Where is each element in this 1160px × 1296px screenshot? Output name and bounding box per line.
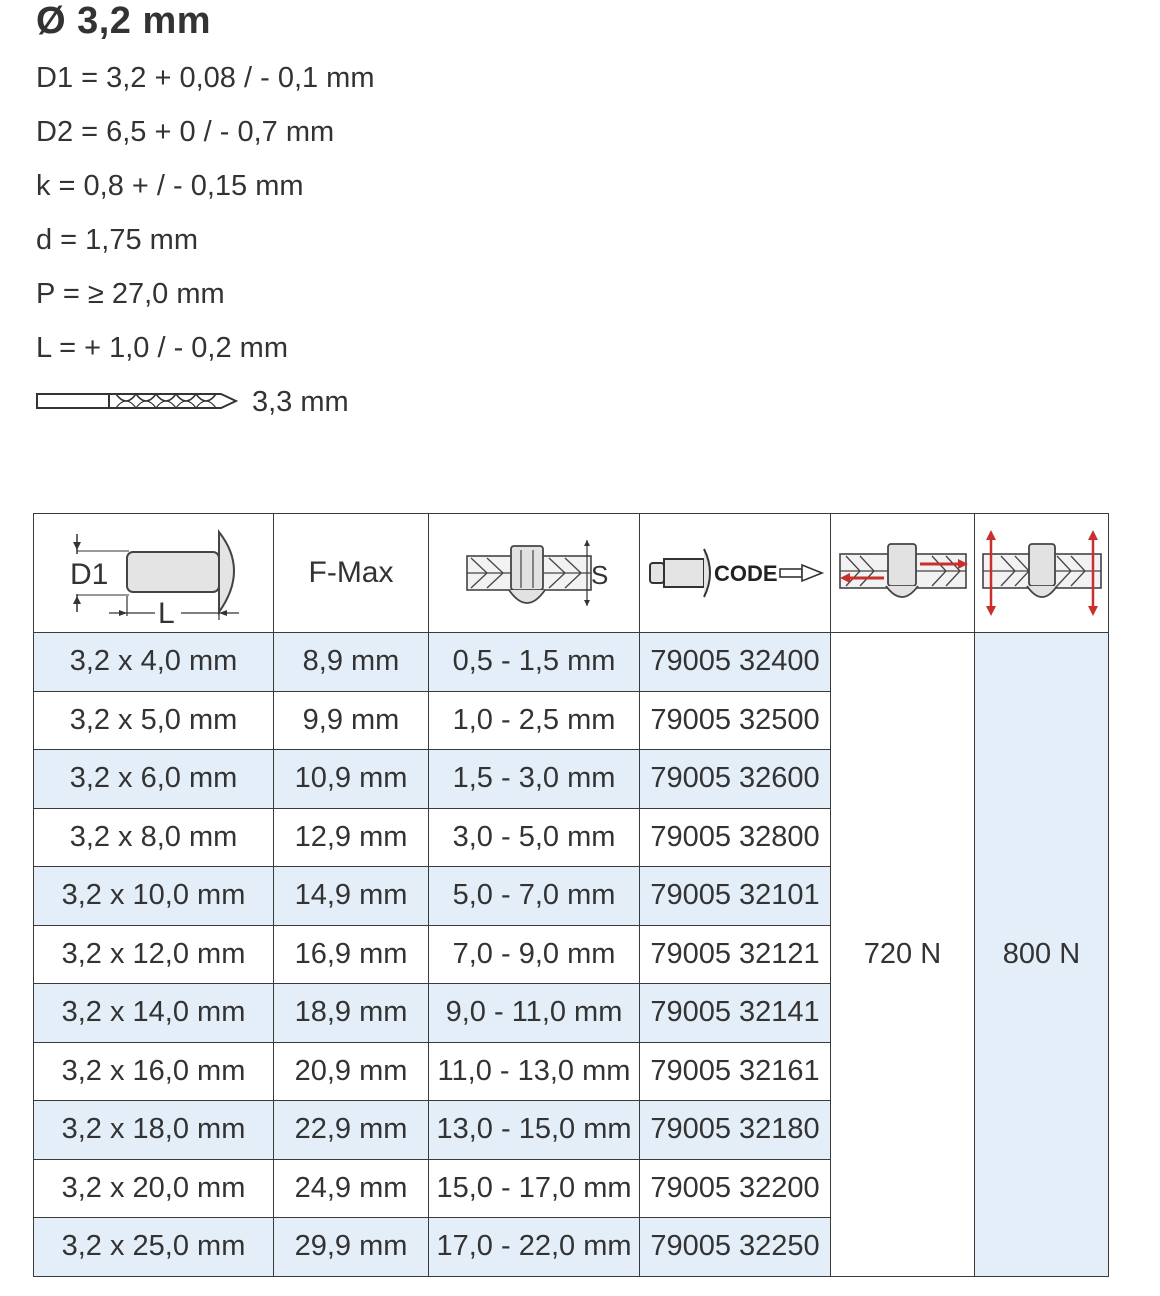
header-shear	[831, 514, 975, 633]
cell-code: 79005 32141	[640, 984, 831, 1043]
spec-d1: D1 = 3,2 + 0,08 / - 0,1 mm	[36, 62, 375, 94]
spec-l: L = + 1,0 / - 0,2 mm	[36, 332, 288, 364]
cell-code: 79005 32600	[640, 750, 831, 809]
drill-size: 3,3 mm	[252, 386, 349, 418]
cell-fmax: 20,9 mm	[274, 1042, 429, 1101]
cell-fmax: 9,9 mm	[274, 691, 429, 750]
cell-grip: 1,5 - 3,0 mm	[429, 750, 640, 809]
cell-size: 3,2 x 8,0 mm	[34, 808, 274, 867]
grip-label: S	[591, 560, 609, 590]
drill-spec	[36, 386, 349, 419]
cell-code: 79005 32180	[640, 1101, 831, 1160]
cell-code: 79005 32161	[640, 1042, 831, 1101]
cell-code: 79005 32121	[640, 925, 831, 984]
cell-grip: 13,0 - 15,0 mm	[429, 1101, 640, 1160]
header-grip	[429, 514, 640, 633]
cell-size: 3,2 x 18,0 mm	[34, 1101, 274, 1160]
cell-fmax: 14,9 mm	[274, 867, 429, 926]
rivet-table	[33, 513, 1109, 1277]
cell-size: 3,2 x 6,0 mm	[34, 750, 274, 809]
grip-range-icon	[429, 528, 639, 618]
spec-d: d = 1,75 mm	[36, 224, 198, 256]
spec-p: P = ≥ 27,0 mm	[36, 278, 225, 310]
cell-code: 79005 32200	[640, 1159, 831, 1218]
rivet-dimension-icon	[34, 520, 273, 626]
cell-code: 79005 32101	[640, 867, 831, 926]
drill-bit-icon	[36, 386, 238, 419]
cell-code: 79005 32400	[640, 633, 831, 692]
cell-fmax: 22,9 mm	[274, 1101, 429, 1160]
cell-grip: 15,0 - 17,0 mm	[429, 1159, 640, 1218]
cell-size: 3,2 x 5,0 mm	[34, 691, 274, 750]
cell-grip: 3,0 - 5,0 mm	[429, 808, 640, 867]
header-fmax: F-Max	[274, 514, 429, 633]
cell-size: 3,2 x 16,0 mm	[34, 1042, 274, 1101]
cell-fmax: 18,9 mm	[274, 984, 429, 1043]
cell-code: 79005 32250	[640, 1218, 831, 1277]
cell-code: 79005 32500	[640, 691, 831, 750]
page-title: Ø 3,2 mm	[36, 0, 212, 42]
spec-k: k = 0,8 + / - 0,15 mm	[36, 170, 304, 202]
spec-d2: D2 = 6,5 + 0 / - 0,7 mm	[36, 116, 335, 148]
cell-grip: 5,0 - 7,0 mm	[429, 867, 640, 926]
dimension-label-l: L	[157, 597, 175, 626]
cell-shear-force: 720 N	[831, 633, 975, 1277]
cell-fmax: 29,9 mm	[274, 1218, 429, 1277]
cell-fmax: 8,9 mm	[274, 633, 429, 692]
cell-size: 3,2 x 12,0 mm	[34, 925, 274, 984]
cell-tensile-force: 800 N	[975, 633, 1109, 1277]
cell-size: 3,2 x 20,0 mm	[34, 1159, 274, 1218]
code-label: CODE	[714, 561, 778, 586]
header-code	[640, 514, 831, 633]
cell-grip: 11,0 - 13,0 mm	[429, 1042, 640, 1101]
cell-fmax: 12,9 mm	[274, 808, 429, 867]
tensile-force-icon	[975, 528, 1108, 618]
cell-fmax: 24,9 mm	[274, 1159, 429, 1218]
table-row	[34, 633, 1109, 692]
cell-code: 79005 32800	[640, 808, 831, 867]
table-header-row	[34, 514, 1109, 633]
cell-size: 3,2 x 10,0 mm	[34, 867, 274, 926]
cell-fmax: 16,9 mm	[274, 925, 429, 984]
cell-fmax: 10,9 mm	[274, 750, 429, 809]
cell-grip: 9,0 - 11,0 mm	[429, 984, 640, 1043]
cell-grip: 17,0 - 22,0 mm	[429, 1218, 640, 1277]
rivet-code-icon	[640, 543, 830, 603]
cell-grip: 0,5 - 1,5 mm	[429, 633, 640, 692]
header-dimension	[34, 514, 274, 633]
cell-grip: 1,0 - 2,5 mm	[429, 691, 640, 750]
cell-size: 3,2 x 4,0 mm	[34, 633, 274, 692]
header-tensile	[975, 514, 1109, 633]
shear-force-icon	[831, 538, 974, 608]
cell-size: 3,2 x 25,0 mm	[34, 1218, 274, 1277]
cell-size: 3,2 x 14,0 mm	[34, 984, 274, 1043]
dimension-label-d1: D1	[69, 558, 108, 591]
cell-grip: 7,0 - 9,0 mm	[429, 925, 640, 984]
